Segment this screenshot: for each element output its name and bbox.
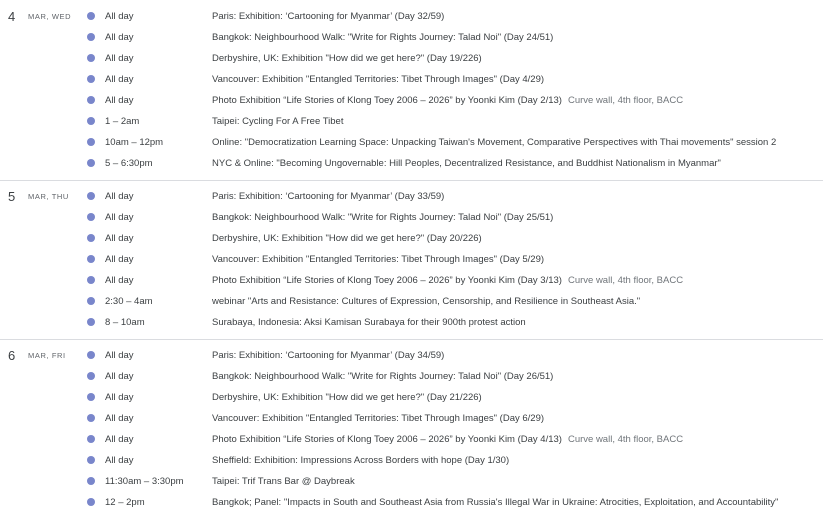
event-row[interactable] bbox=[0, 27, 823, 48]
event-title-text: Vancouver: Exhibition "Entangled Territories: Tibet Through Images" (Day 4/29) bbox=[212, 74, 545, 85]
event-time: All day bbox=[105, 32, 134, 43]
event-title-text: Derbyshire, UK: Exhibition "How did we get here?" (Day 19/226) bbox=[212, 53, 482, 64]
event-location: Curve wall, 4th floor, BACC bbox=[567, 95, 684, 106]
event-row[interactable] bbox=[0, 387, 823, 408]
event-title-text: Surabaya, Indonesia: Aksi Kamisan Surabaya for their 900th protest action bbox=[212, 317, 526, 328]
event-row[interactable] bbox=[0, 366, 823, 387]
event-color-dot-icon bbox=[87, 414, 95, 422]
day-weekday-label: MAR, THU bbox=[28, 192, 69, 201]
event-title-text: NYC & Online: "Becoming Ungovernable: Hill Peoples, Decentralized Resistance, and Buddhist Nationalism in Myanmar" bbox=[212, 158, 721, 169]
event-row[interactable] bbox=[0, 90, 823, 111]
day-weekday-label: MAR, FRI bbox=[28, 351, 66, 360]
event-row[interactable] bbox=[0, 408, 823, 429]
event-time: All day bbox=[105, 275, 134, 286]
event-title-text: Online: "Democratization Learning Space: Unpacking Taiwan's Movement, Comparative Perspectives with Thai movements" session 2 bbox=[212, 137, 777, 148]
event-time: All day bbox=[105, 350, 134, 361]
day-number[interactable]: 5 bbox=[8, 189, 16, 204]
event-title-text: Photo Exhibition “Life Stories of Klong Toey 2006 – 2026” by Yoonki Kim (Day 3/13) bbox=[212, 275, 562, 286]
event-color-dot-icon bbox=[87, 213, 95, 221]
event-color-dot-icon bbox=[87, 456, 95, 464]
event-color-dot-icon bbox=[87, 33, 95, 41]
event-title[interactable] bbox=[212, 387, 482, 408]
event-color-dot-icon bbox=[87, 297, 95, 305]
event-color-dot-icon bbox=[87, 276, 95, 284]
day-group bbox=[0, 0, 823, 181]
event-color-dot-icon bbox=[87, 435, 95, 443]
event-time: 1 – 2am bbox=[105, 116, 140, 127]
event-time: All day bbox=[105, 254, 134, 265]
event-title[interactable] bbox=[212, 492, 778, 513]
event-title-text: Sheffield: Exhibition: Impressions Across Borders with hope (Day 1/30) bbox=[212, 455, 510, 466]
event-time: All day bbox=[105, 11, 134, 22]
event-title-text: Paris: Exhibition: ‘Cartooning for Myanmar’ (Day 32/59) bbox=[212, 11, 445, 22]
event-title[interactable] bbox=[212, 450, 509, 471]
event-color-dot-icon bbox=[87, 159, 95, 167]
event-color-dot-icon bbox=[87, 477, 95, 485]
event-title-text: Photo Exhibition “Life Stories of Klong Toey 2006 – 2026” by Yoonki Kim (Day 2/13) bbox=[212, 95, 562, 106]
event-time: All day bbox=[105, 212, 134, 223]
event-title-text: webinar "Arts and Resistance: Cultures of Expression, Censorship, and Resilience in Southeast Asia." bbox=[212, 296, 641, 307]
event-color-dot-icon bbox=[87, 117, 95, 125]
event-row[interactable] bbox=[0, 69, 823, 90]
event-color-dot-icon bbox=[87, 255, 95, 263]
event-time: All day bbox=[105, 74, 134, 85]
event-time: All day bbox=[105, 455, 134, 466]
event-color-dot-icon bbox=[87, 192, 95, 200]
event-row[interactable] bbox=[0, 6, 823, 27]
event-title[interactable] bbox=[212, 69, 544, 90]
event-row[interactable] bbox=[0, 132, 823, 153]
event-color-dot-icon bbox=[87, 12, 95, 20]
event-title-text: Bangkok; Panel: "Impacts in South and Southeast Asia from Russia's Illegal War in Ukraine: Atrocities, Exploitation, and Accountability" bbox=[212, 497, 779, 508]
day-group bbox=[0, 340, 823, 519]
event-title-text: Paris: Exhibition: ‘Cartooning for Myanmar’ (Day 33/59) bbox=[212, 191, 445, 202]
event-title[interactable] bbox=[212, 90, 683, 111]
event-title[interactable] bbox=[212, 132, 776, 153]
event-time: 8 – 10am bbox=[105, 317, 145, 328]
event-title[interactable] bbox=[212, 312, 526, 333]
event-time: 11:30am – 3:30pm bbox=[105, 476, 184, 487]
event-time: All day bbox=[105, 233, 134, 244]
event-row[interactable] bbox=[0, 48, 823, 69]
event-time: 5 – 6:30pm bbox=[105, 158, 153, 169]
event-location: Curve wall, 4th floor, BACC bbox=[567, 434, 684, 445]
event-color-dot-icon bbox=[87, 318, 95, 326]
event-title[interactable] bbox=[212, 291, 640, 312]
event-row[interactable] bbox=[0, 186, 823, 207]
event-row[interactable] bbox=[0, 345, 823, 366]
event-title[interactable] bbox=[212, 471, 355, 492]
event-color-dot-icon bbox=[87, 138, 95, 146]
event-location: Curve wall, 4th floor, BACC bbox=[567, 275, 684, 286]
event-color-dot-icon bbox=[87, 372, 95, 380]
event-row[interactable] bbox=[0, 228, 823, 249]
event-row[interactable] bbox=[0, 270, 823, 291]
event-title[interactable] bbox=[212, 429, 683, 450]
day-weekday-label: MAR, WED bbox=[28, 12, 72, 21]
event-color-dot-icon bbox=[87, 54, 95, 62]
event-title[interactable] bbox=[212, 249, 544, 270]
day-group bbox=[0, 181, 823, 340]
event-row[interactable] bbox=[0, 450, 823, 471]
event-title[interactable] bbox=[212, 111, 343, 132]
event-title[interactable] bbox=[212, 186, 444, 207]
event-title[interactable] bbox=[212, 345, 444, 366]
event-time: All day bbox=[105, 413, 134, 424]
day-number[interactable]: 6 bbox=[8, 348, 16, 363]
event-title[interactable] bbox=[212, 366, 553, 387]
event-title-text: Vancouver: Exhibition "Entangled Territories: Tibet Through Images" (Day 5/29) bbox=[212, 254, 545, 265]
event-row[interactable] bbox=[0, 471, 823, 492]
day-number[interactable]: 4 bbox=[8, 9, 16, 24]
event-row[interactable] bbox=[0, 207, 823, 228]
event-time: All day bbox=[105, 434, 134, 445]
event-color-dot-icon bbox=[87, 234, 95, 242]
event-title[interactable] bbox=[212, 408, 544, 429]
event-title-text: Taipei: Cycling For A Free Tibet bbox=[212, 116, 344, 127]
event-time: All day bbox=[105, 53, 134, 64]
event-row[interactable] bbox=[0, 153, 823, 174]
event-title[interactable] bbox=[212, 207, 553, 228]
event-row[interactable] bbox=[0, 291, 823, 312]
event-time: 10am – 12pm bbox=[105, 137, 164, 148]
event-title[interactable] bbox=[212, 27, 553, 48]
event-title[interactable] bbox=[212, 6, 444, 27]
event-title-text: Paris: Exhibition: ‘Cartooning for Myanmar’ (Day 34/59) bbox=[212, 350, 445, 361]
event-time: All day bbox=[105, 371, 134, 382]
event-time: 12 – 2pm bbox=[105, 497, 145, 508]
event-title-text: Derbyshire, UK: Exhibition "How did we get here?" (Day 21/226) bbox=[212, 392, 482, 403]
event-title-text: Derbyshire, UK: Exhibition "How did we get here?" (Day 20/226) bbox=[212, 233, 482, 244]
event-title[interactable] bbox=[212, 48, 482, 69]
event-row[interactable] bbox=[0, 111, 823, 132]
event-time: 2:30 – 4am bbox=[105, 296, 153, 307]
event-color-dot-icon bbox=[87, 75, 95, 83]
event-title[interactable] bbox=[212, 270, 683, 291]
event-row[interactable] bbox=[0, 429, 823, 450]
event-row[interactable] bbox=[0, 249, 823, 270]
event-title-text: Bangkok: Neighbourhood Walk: "Write for Rights Journey: Talad Noi" (Day 26/51) bbox=[212, 371, 554, 382]
event-title-text: Photo Exhibition “Life Stories of Klong Toey 2006 – 2026” by Yoonki Kim (Day 4/13) bbox=[212, 434, 562, 445]
event-time: All day bbox=[105, 95, 134, 106]
event-title-text: Bangkok: Neighbourhood Walk: "Write for Rights Journey: Talad Noi" (Day 25/51) bbox=[212, 212, 554, 223]
event-title[interactable] bbox=[212, 153, 721, 174]
event-color-dot-icon bbox=[87, 351, 95, 359]
event-title[interactable] bbox=[212, 228, 482, 249]
event-row[interactable] bbox=[0, 492, 823, 513]
event-time: All day bbox=[105, 392, 134, 403]
event-color-dot-icon bbox=[87, 96, 95, 104]
event-title-text: Vancouver: Exhibition "Entangled Territories: Tibet Through Images" (Day 6/29) bbox=[212, 413, 545, 424]
event-title-text: Taipei: Trif Trans Bar @ Daybreak bbox=[212, 476, 355, 487]
event-row[interactable] bbox=[0, 312, 823, 333]
event-title-text: Bangkok: Neighbourhood Walk: "Write for Rights Journey: Talad Noi" (Day 24/51) bbox=[212, 32, 554, 43]
event-time: All day bbox=[105, 191, 134, 202]
event-color-dot-icon bbox=[87, 498, 95, 506]
event-color-dot-icon bbox=[87, 393, 95, 401]
